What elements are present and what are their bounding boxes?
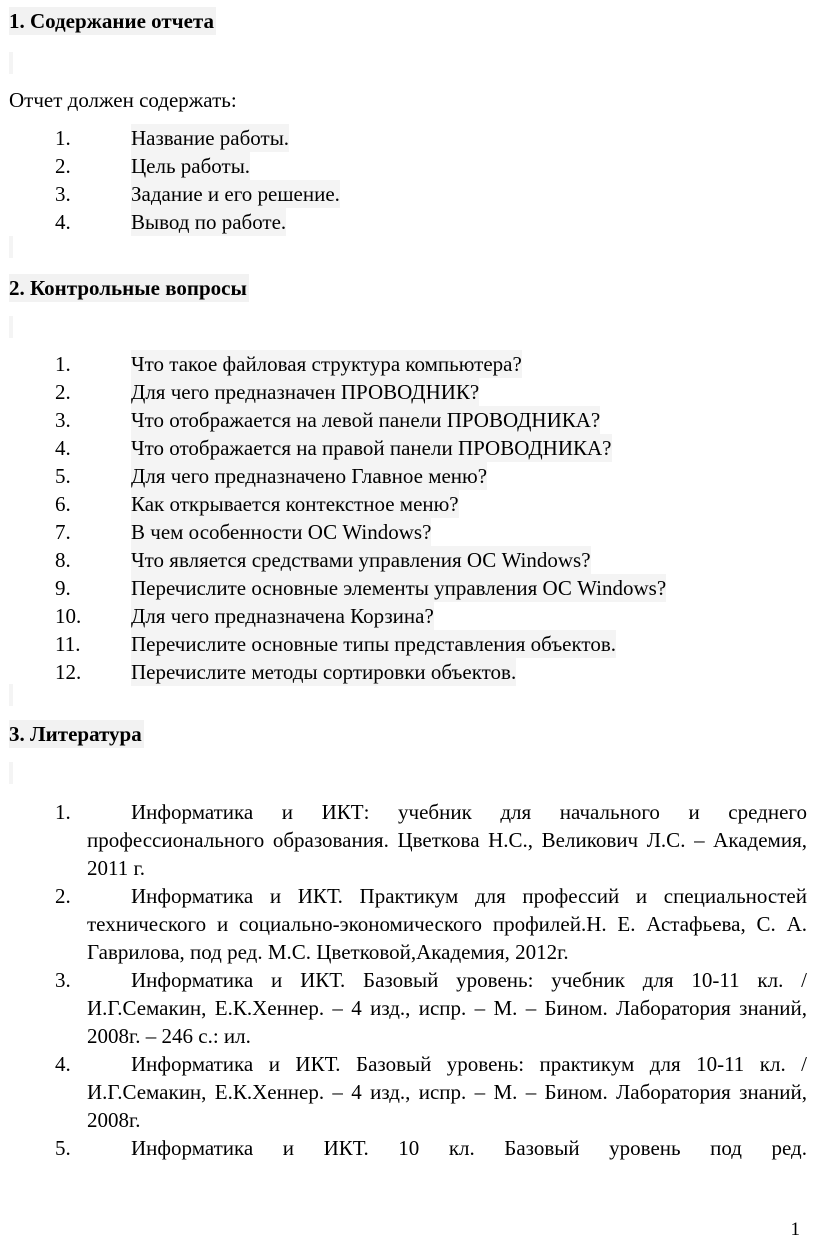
list-item-text: Цель работы. bbox=[131, 154, 251, 178]
list-item-number: 2. bbox=[55, 154, 71, 178]
list-item-number: 1. bbox=[55, 352, 71, 376]
literature-item bbox=[0, 1050, 806, 1134]
list-item-number: 5. bbox=[55, 464, 71, 488]
list-item-number: 7. bbox=[55, 520, 71, 544]
literature-item bbox=[0, 1134, 806, 1162]
list-item-number: 6. bbox=[55, 492, 71, 516]
list-item-number: 3. bbox=[55, 182, 71, 206]
literature-item-number: 5. bbox=[55, 1136, 71, 1160]
literature-item bbox=[0, 882, 806, 966]
paragraph-marker bbox=[9, 762, 13, 784]
list-item-number: 10. bbox=[55, 604, 82, 628]
section-1-heading: 1. Содержание отчета bbox=[9, 9, 214, 33]
list-item-number: 4. bbox=[55, 210, 71, 234]
literature-item-number: 4. bbox=[55, 1052, 71, 1076]
paragraph-marker bbox=[9, 236, 13, 258]
list-item-number: 4. bbox=[55, 436, 71, 460]
list-item-text: Вывод по работе. bbox=[131, 210, 287, 234]
list-item-text: Как открывается контекстное меню? bbox=[131, 492, 459, 516]
list-item-text: В чем особенности ОС Windows? bbox=[131, 520, 432, 544]
list-item-text: Что отображается на правой панели ПРОВОДНИКА? bbox=[131, 436, 612, 460]
list-item-text: Для чего предназначена Корзина? bbox=[131, 604, 434, 628]
report-intro: Отчет должен содержать: bbox=[9, 88, 237, 112]
literature-item-text: Информатика и ИКТ. Базовый уровень: практикум для 10-11 кл. / И.Г.Семакин, Е.К.Хеннер. – 4 изд., испр. – М. – Бином. Лаборатория знаний, 2008г. bbox=[87, 1052, 807, 1132]
literature-item-text: Информатика и ИКТ. 10 кл. Базовый уровень под ред. bbox=[131, 1136, 807, 1160]
literature-list bbox=[0, 798, 806, 1162]
literature-item bbox=[0, 798, 806, 882]
paragraph-marker bbox=[9, 316, 13, 338]
list-item-text: Для чего предназначен ПРОВОДНИК? bbox=[131, 380, 480, 404]
list-item-number: 11. bbox=[55, 632, 81, 656]
literature-item-number: 3. bbox=[55, 968, 71, 992]
list-item-text: Задание и его решение. bbox=[131, 182, 340, 206]
list-item-number: 9. bbox=[55, 576, 71, 600]
list-item-number: 12. bbox=[55, 660, 82, 684]
list-item-text: Перечислите методы сортировки объектов. bbox=[131, 660, 517, 684]
list-item-text: Перечислите основные типы представления объектов. bbox=[131, 632, 616, 656]
list-item-number: 3. bbox=[55, 408, 71, 432]
list-item-number: 2. bbox=[55, 380, 71, 404]
list-item-text: Что является средствами управления ОС Windows? bbox=[131, 548, 591, 572]
literature-item-text: Информатика и ИКТ. Практикум для профессий и специальностей технического и социально-экономического профилей.Н. Е. Астафьева, С. А. Гаврилова, под ред. М.С. Цветковой,Академия, 2012г. bbox=[87, 884, 807, 964]
paragraph-marker bbox=[9, 684, 13, 706]
page-number: 1 bbox=[790, 1219, 800, 1240]
section-3-heading: 3. Литература bbox=[9, 722, 142, 746]
section-2-heading: 2. Контрольные вопросы bbox=[9, 276, 247, 300]
literature-item-text: Информатика и ИКТ. Базовый уровень: учебник для 10-11 кл. / И.Г.Семакин, Е.К.Хеннер. – 4 изд., испр. – М. – Бином. Лаборатория знаний, 2008г. – 246 с.: ил. bbox=[87, 968, 807, 1048]
list-item-text: Для чего предназначено Главное меню? bbox=[131, 464, 488, 488]
list-item-text: Что отображается на левой панели ПРОВОДНИКА? bbox=[131, 408, 601, 432]
literature-item-number: 1. bbox=[55, 800, 71, 824]
literature-item-number: 2. bbox=[55, 884, 71, 908]
list-item-text: Перечислите основные элементы управления ОС Windows? bbox=[131, 576, 667, 600]
list-item-text: Что такое файловая структура компьютера? bbox=[131, 352, 522, 376]
list-item-number: 1. bbox=[55, 126, 71, 150]
list-item-number: 8. bbox=[55, 548, 71, 572]
list-item-text: Название работы. bbox=[131, 126, 290, 150]
literature-item bbox=[0, 966, 806, 1050]
literature-item-text: Информатика и ИКТ: учебник для начального и среднего профессионального образования. Цветкова Н.С., Великович Л.С. – Академия, 2011 г. bbox=[87, 800, 807, 880]
paragraph-marker bbox=[9, 52, 13, 74]
